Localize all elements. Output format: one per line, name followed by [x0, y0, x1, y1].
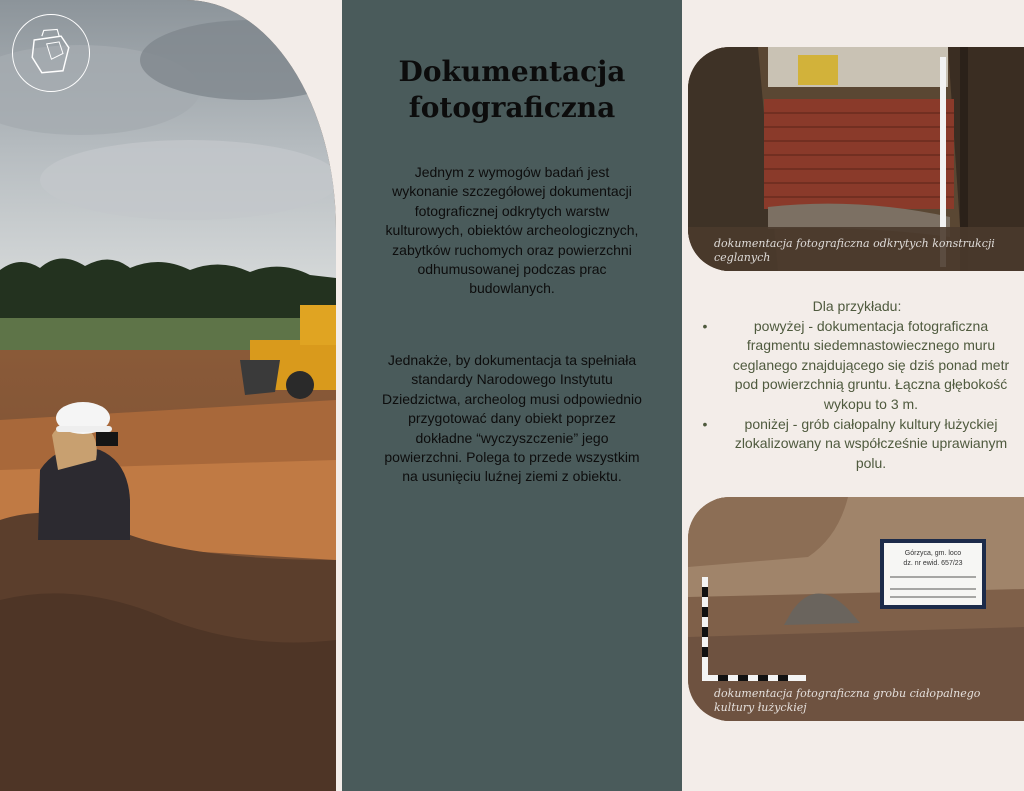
- example-text-above: powyżej - dokumentacja fotograficzna fragmentu siedemnastowiecznego muru ceglanego znajdującego się dziś ponad metr pod powierzchnią gruntu. Łączna głębokość wykopu to 3 m.: [732, 317, 1010, 412]
- example-text-below: poniżej - grób ciałopalny kultury łużyckiej zlokalizowany na współcześnie uprawianym polu.: [734, 415, 1008, 471]
- grave-photo: [688, 497, 1024, 721]
- caption-top: dokumentacja fotograficzna odkrytych konstrukcji ceglanych: [714, 237, 995, 264]
- cleaning-paragraph: Jednakże, by dokumentacja ta spełniała standardy Narodowego Instytutu Dziedzictwa, archeolog musi odpowiednio przygotować dany obiekt poprzez dokładne “wyczyszczenie” jego powierzchni. Polega to przede wszystkim na usunięciu luźnej ziemi z obiektu.: [382, 352, 642, 485]
- vessel-icon: [13, 15, 88, 90]
- list-item: [694, 415, 1020, 474]
- excavation-photo-illustration: [0, 0, 336, 791]
- title-line-1: Dokumentacja: [398, 55, 626, 88]
- brick-wall-photo: [688, 47, 1024, 271]
- intro-paragraph: Jednym z wymogów badań jest wykonanie szczegółowej dokumentacji fotograficznej odkrytych warstw kulturowych, obiektów archeologicznych, zabytków ruchomych oraz powierzchni odhumusowanej podczas prac budowlanych.: [385, 164, 639, 297]
- board-line-1: Górzyca, gm. loco: [904, 550, 962, 557]
- bullet: •: [702, 317, 708, 334]
- bullet: •: [702, 415, 708, 432]
- examples-block: [694, 297, 1020, 473]
- examples-heading: Dla przykładu:: [812, 298, 902, 314]
- title-line-2: fotograficzna: [408, 91, 616, 124]
- caption-bottom: dokumentacja fotograficzna grobu ciałopalnego kultury łużyckiej: [714, 687, 981, 714]
- text-panel: [342, 0, 682, 791]
- examples-list: [694, 317, 1020, 474]
- excavation-photo: [0, 0, 336, 791]
- logo-emblem: [12, 14, 90, 92]
- list-item: [694, 317, 1020, 415]
- page-title: [342, 54, 682, 126]
- brick-wall: [764, 99, 954, 209]
- board-line-2: dz. nr ewid. 657/23: [903, 560, 963, 567]
